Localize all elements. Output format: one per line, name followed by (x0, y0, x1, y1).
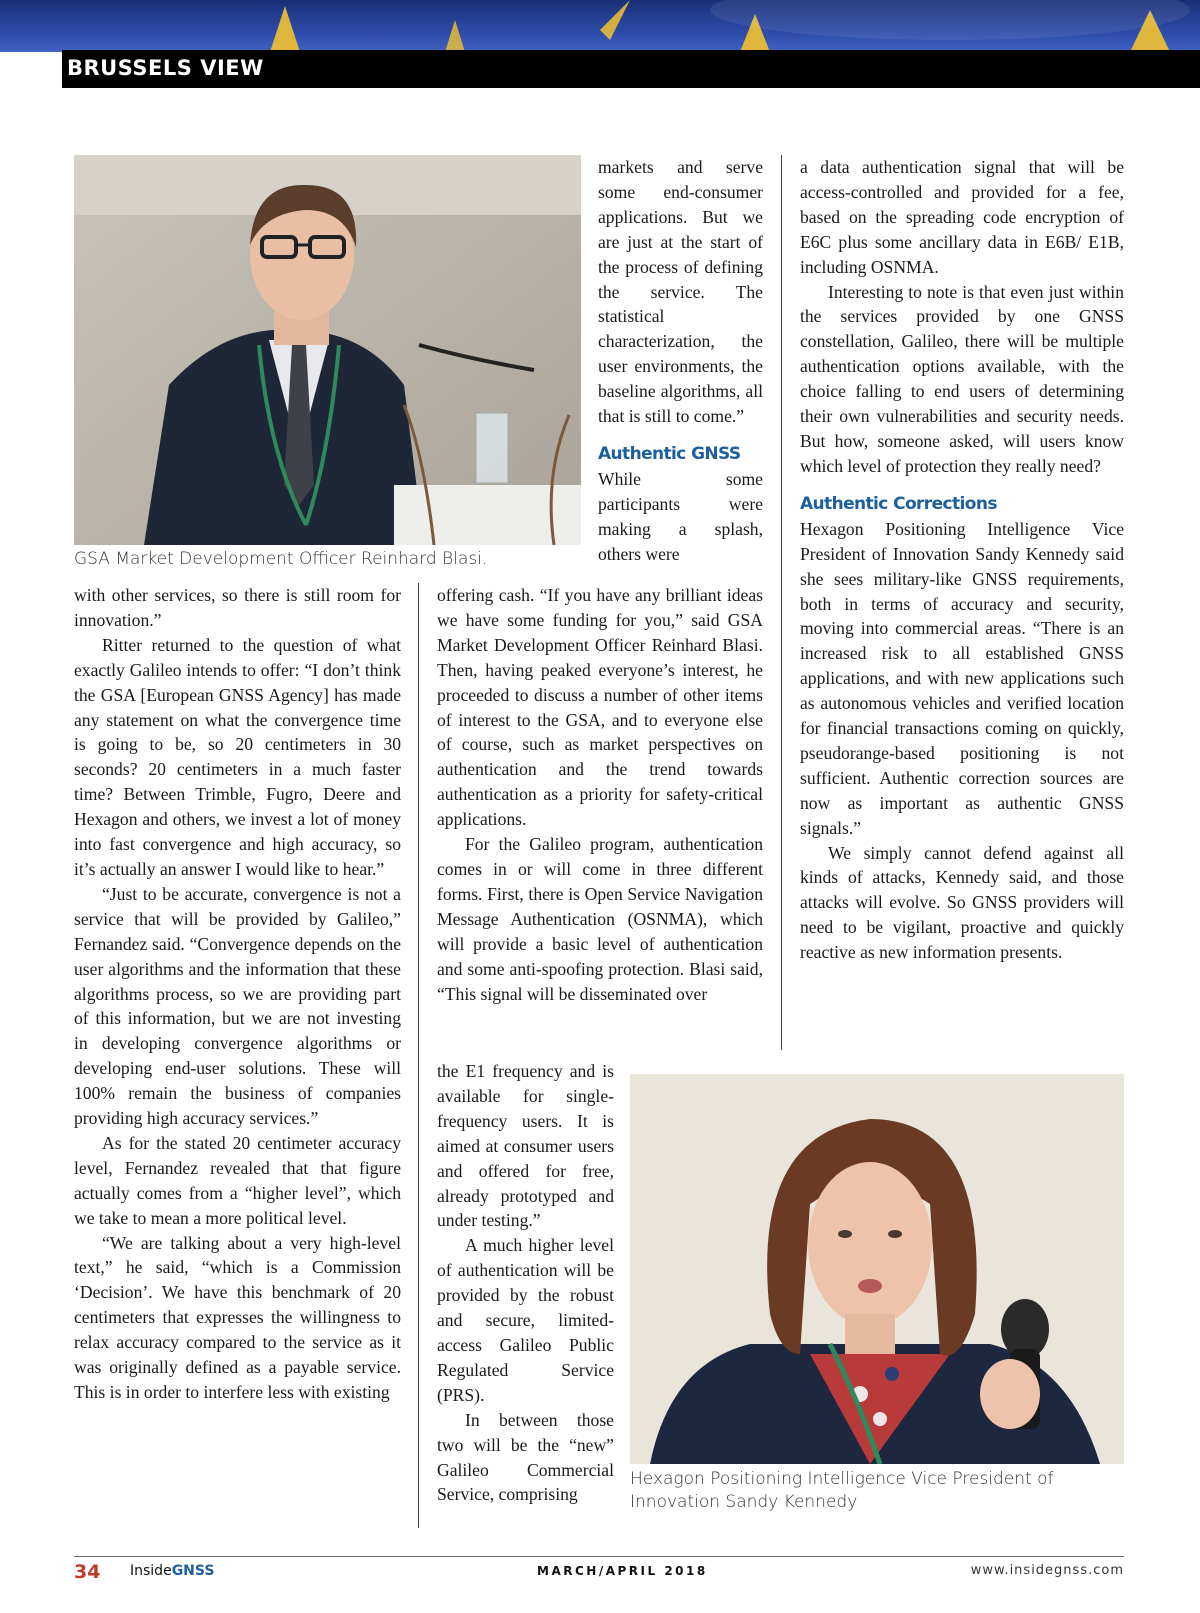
article-column-2-top (598, 155, 763, 567)
article-column-1 (74, 583, 401, 1405)
paragraph: While some participants were making a splash, others were (598, 468, 763, 564)
eu-stars-icon (0, 0, 1200, 52)
speaker-at-podium-icon (74, 155, 581, 545)
paragraph: For the Galileo program, authentication comes in or will come in three different forms. First, there is Open Service Navigation Message Authentication (OSNMA), which will provide a basic level of authentication and some anti-spoofing protection. Blasi said, “This signal will be disseminated over (437, 834, 763, 1004)
paragraph: In between those two will be the “new” Galileo Commercial Service, comprising (437, 1409, 614, 1505)
issue-date: MARCH/APRIL 2018 (537, 1564, 708, 1578)
column-rule-2 (781, 155, 782, 1050)
photo-caption-kennedy-line-1: Hexagon Positioning Intelligence Vice President of (630, 1469, 1054, 1489)
section-bar (62, 50, 1200, 88)
paragraph: the E1 frequency and is available for single-frequency users. It is aimed at consumer users and offered for free, already prototyped and under testing.” (437, 1061, 614, 1231)
magazine-name-suffix: GNSS (171, 1563, 215, 1579)
paragraph: with other services, so there is still room for innovation.” (74, 585, 401, 630)
paragraph: markets and serve some end-consumer applications. But we are just at the start of the process of defining the service. The statistical characterization, the user environments, the baseline algorithms, all that is still to come.” (598, 157, 763, 427)
paragraph: As for the stated 20 centimeter accuracy level, Fernandez revealed that that figure actually comes from a “higher level”, which we take to mean a more political level. (74, 1132, 401, 1228)
paragraph: Hexagon Positioning Intelligence Vice President of Innovation Sandy Kennedy said she sees military-like GNSS requirements, both in terms of accuracy and security, moving into commercial areas. “There is an increased risk to all established GNSS applications, and with new applications such as autonomous vehicles and verified location for financial transactions coming on quickly, pseudorange-based positioning is not sufficient. Authentic correction sources are now as important as authentic GNSS signals.” (800, 518, 1124, 838)
speaker-with-microphone-icon (630, 1074, 1124, 1464)
photo-reinhard-blasi (74, 155, 581, 545)
photo-caption-kennedy-line-2: Innovation Sandy Kennedy (630, 1492, 858, 1512)
paragraph: “We are talking about a very high-level text,” he said, “which is a Commission ‘Decision’. We have this benchmark of 20 centimeters that expresses the willingness to relax accuracy compared to the service as it was originally defined as a payable service. This is in order to interfere less with existing (74, 1232, 401, 1402)
subheading-authentic-corrections: Authentic Corrections (800, 493, 997, 514)
article-column-2-bottom (437, 1059, 614, 1507)
page-number: 34 (74, 1561, 101, 1583)
paragraph: a data authentication signal that will be access-controlled and provided for a fee, based on the spreading code encryption of E6C plus some ancillary data in E6B/ E1B, including OSNMA. (800, 157, 1124, 277)
paragraph: We simply cannot defend against all kinds of attacks, Kennedy said, and those attacks will evolve. So GNSS providers will need to be vigilant, proactive and quickly reactive as new information presents. (800, 842, 1124, 963)
paragraph: A much higher level of authentication will be provided by the robust and secure, limited-access Galileo Public Regulated Service (PRS). (437, 1235, 614, 1405)
subheading-authentic-gnss: Authentic GNSS (598, 443, 741, 464)
paragraph: “Just to be accurate, convergence is not a service that will be provided by Galileo,” Fernandez said. “Convergence depends on the user algorithms and the information that these algorithms process, so we are providing part of this information, but we are not investing in developing convergence algorithms or developing end-user solutions. These will 100% remain the business of companies providing high accuracy services.” (74, 883, 401, 1129)
paragraph: Ritter returned to the question of what exactly Galileo intends to offer: “I don’t think the GSA [European GNSS Agency] has made any statement on what the convergence time is going to be, so 20 centimeters in 30 seconds? 20 centimeters in a much faster time? Between Trimble, Fugro, Deere and Hexagon and others, we invest a lot of money into fast convergence and high accuracy, so it’s actually an answer I would like to hear.” (74, 634, 401, 879)
magazine-name (130, 1563, 214, 1579)
paragraph: offering cash. “If you have any brilliant ideas we have some funding for you,” said GSA Market Development Officer Reinhard Blasi. Then, having peaked everyone’s interest, he proceeded to discuss a number of other items of interest to the GSA, and to everyone else of course, such as market perspectives on authentication and the trend towards authentication as a priority for safety-critical applications. (437, 585, 763, 830)
article-column-2 (437, 583, 763, 1006)
photo-caption-blasi: GSA Market Development Officer Reinhard Blasi. (74, 549, 488, 569)
magazine-name-prefix: Inside (130, 1563, 172, 1579)
photo-sandy-kennedy (630, 1074, 1124, 1464)
website-link[interactable]: www.insidegnss.com (970, 1563, 1124, 1578)
section-title: BRUSSELS VIEW (67, 56, 264, 80)
column-rule-1 (418, 583, 419, 1528)
footer-rule (74, 1556, 1124, 1557)
paragraph: Interesting to note is that even just within the services provided by one GNSS constellation, Galileo, there will be multiple authentication options available, with the choice falling to end users of determining their own vulnerabilities and security needs. But how, someone asked, will users know which level of protection they really need? (800, 281, 1124, 476)
eu-flag-banner (0, 0, 1200, 52)
article-column-3 (800, 155, 1124, 965)
